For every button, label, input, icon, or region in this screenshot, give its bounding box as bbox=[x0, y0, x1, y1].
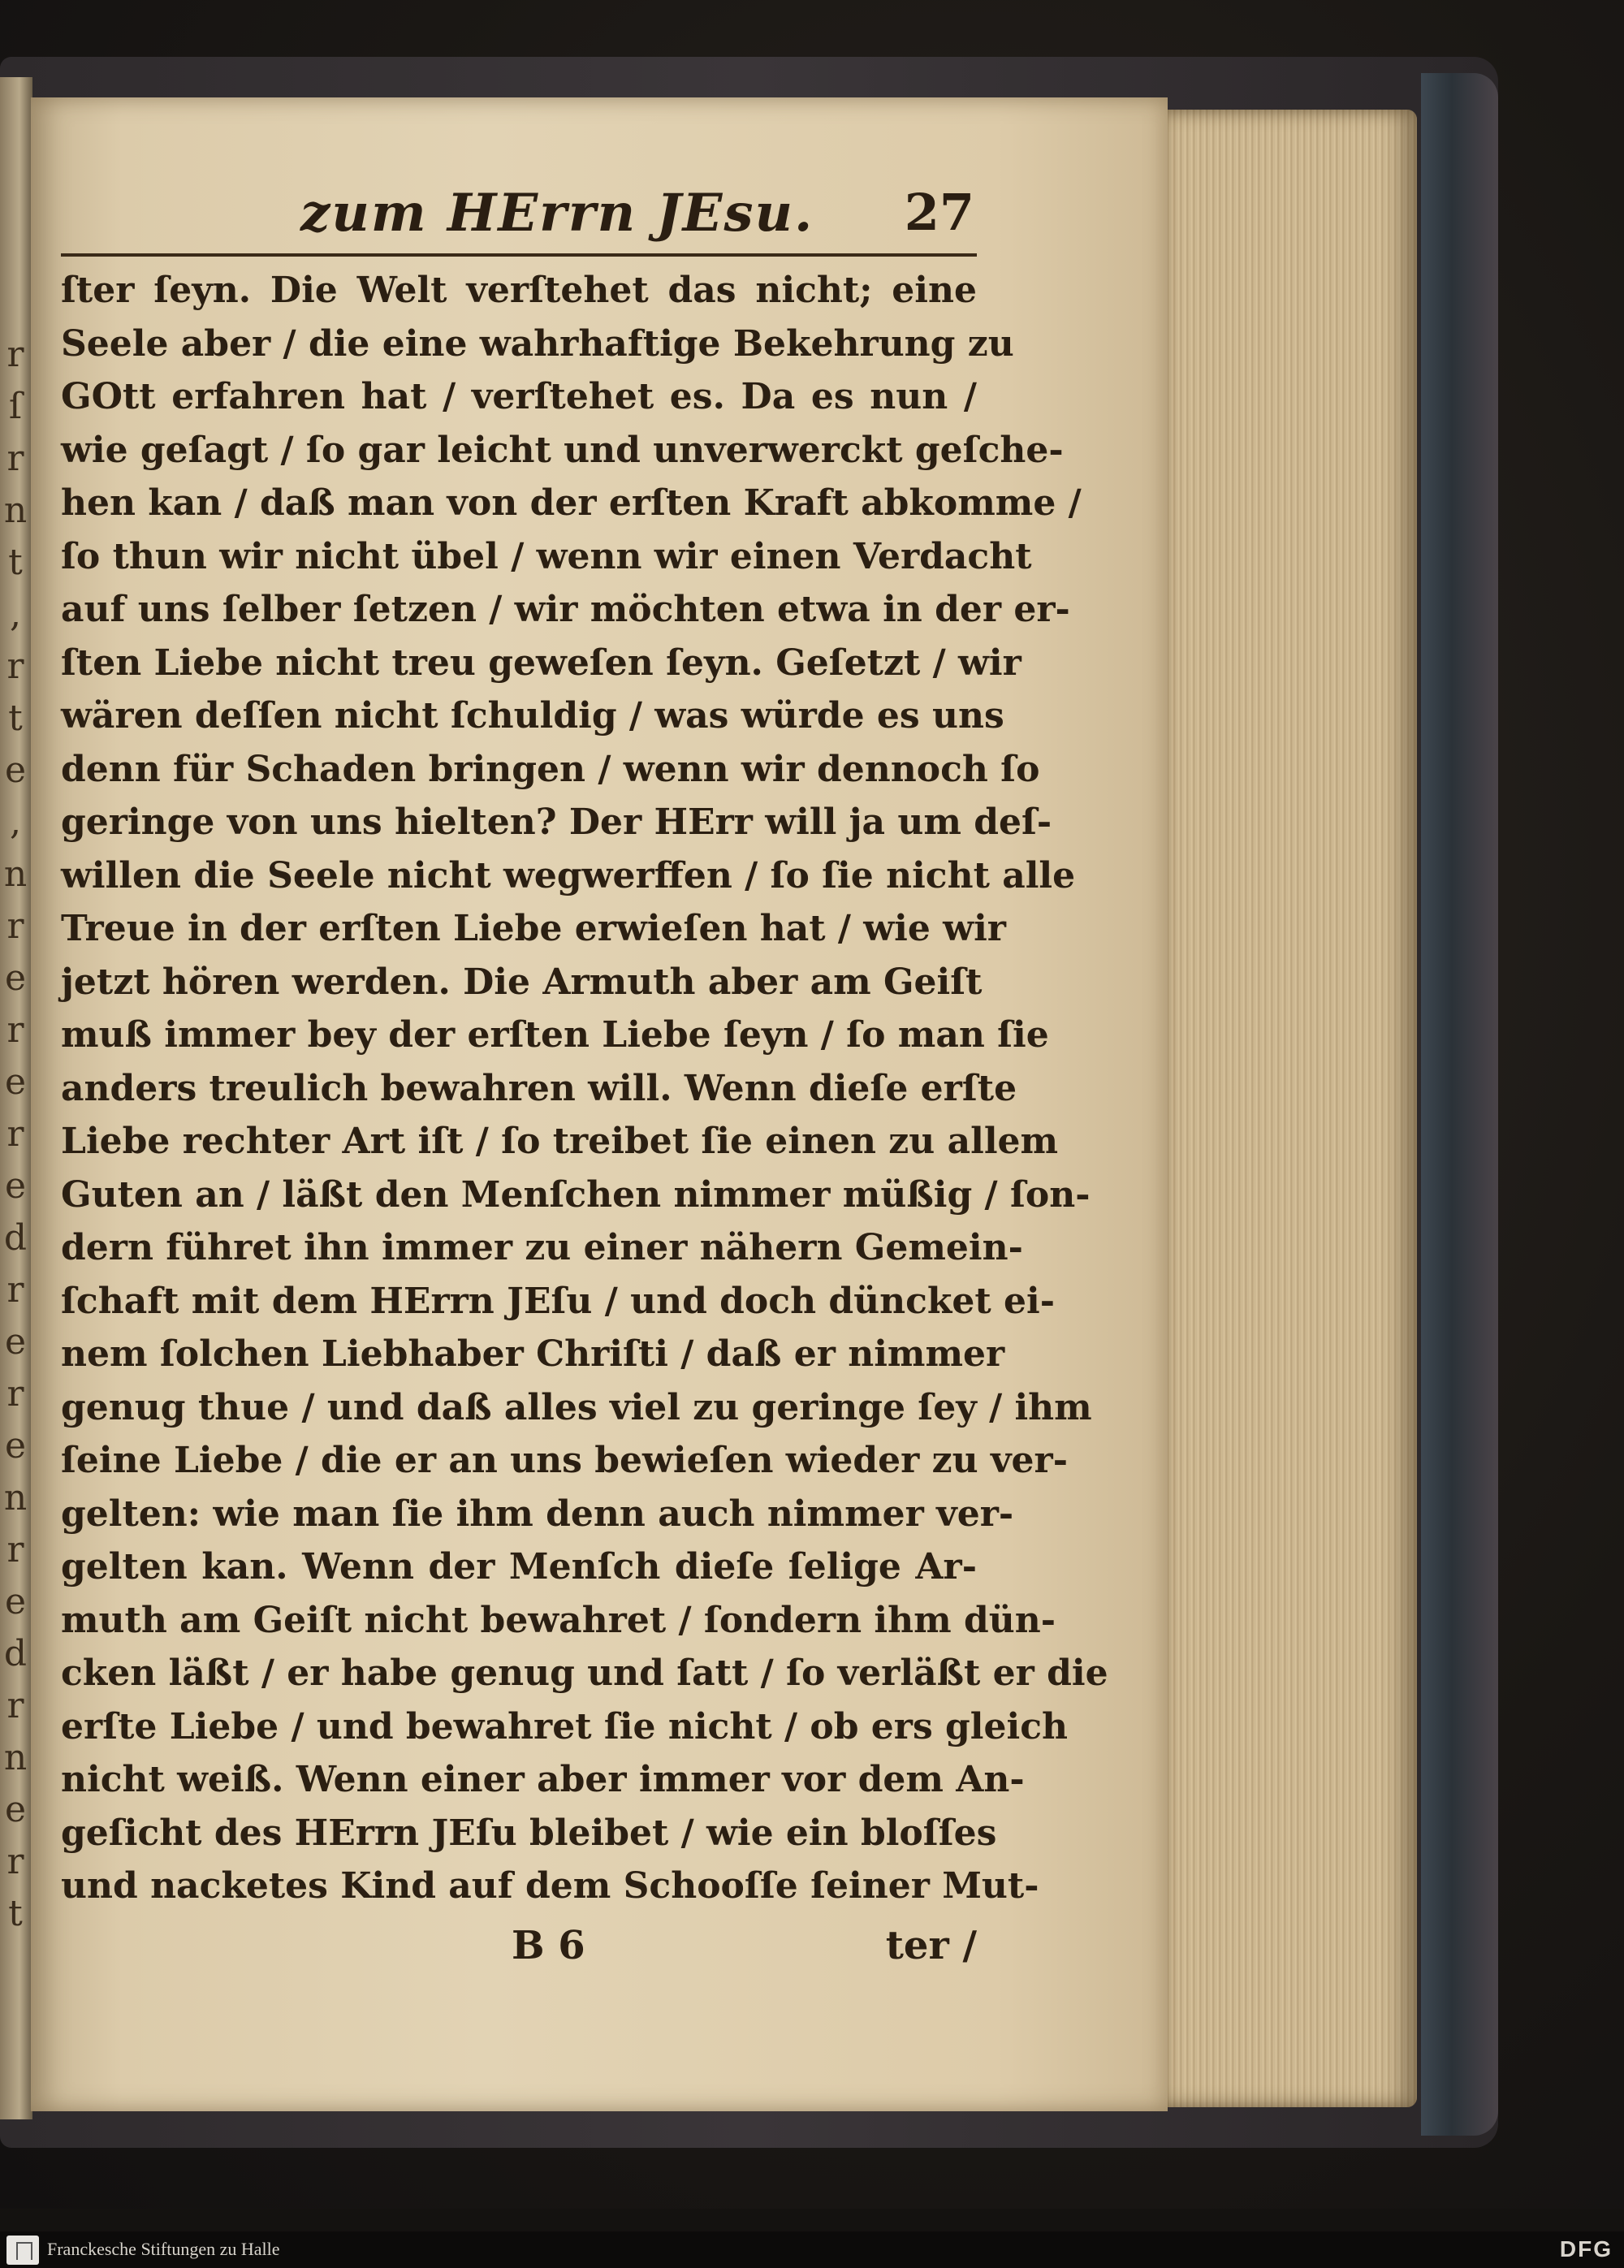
left-margin-letter: n bbox=[3, 490, 28, 531]
left-page-edge bbox=[0, 77, 32, 2119]
institution-logo-icon bbox=[6, 2236, 39, 2265]
left-margin-letter: r bbox=[6, 438, 24, 479]
text-line: ſter ſeyn. Die Welt verſtehet das nicht; eine bbox=[61, 270, 977, 311]
page-footer bbox=[61, 1923, 977, 1980]
text-line: dern führet ihn immer zu einer nähern Gemein- bbox=[61, 1227, 1023, 1268]
text-line: cken läßt / er habe genug und ſatt / ſo verläßt er die bbox=[61, 1652, 1108, 1694]
text-line: willen die Seele nicht wegwerffen / ſo ſie nicht alle bbox=[61, 854, 1076, 896]
text-line: nem ſolchen Liebhaber Chriſti / daß er nimmer bbox=[61, 1333, 1005, 1375]
left-margin-letter: e bbox=[4, 1425, 27, 1467]
credit-bar bbox=[0, 2231, 1624, 2268]
left-margin-letter: r bbox=[6, 1685, 24, 1726]
left-margin-letter: e bbox=[4, 1789, 27, 1830]
text-line: geſicht des HErrn JEſu bleibet / wie ein bloſſes bbox=[61, 1812, 997, 1854]
text-line: erſte Liebe / und bewahret ſie nicht / ob ers gleich bbox=[61, 1705, 1069, 1747]
text-line: ſchaft mit dem HErrn JEſu / und doch düncket ei- bbox=[61, 1280, 1056, 1322]
left-margin-letter: e bbox=[4, 957, 27, 999]
dfg-logo: DFG bbox=[1559, 2236, 1613, 2262]
text-line: wären deſſen nicht ſchuldig / was würde es uns bbox=[61, 695, 1004, 737]
left-margin-letter: r bbox=[6, 646, 24, 687]
text-line: wie geſagt / ſo gar leicht und unverwerckt geſche- bbox=[61, 429, 1064, 471]
catchword: ter / bbox=[885, 1923, 977, 1968]
text-line: geringe von uns hielten? Der HErr will ja um deſ- bbox=[61, 801, 1052, 843]
text-line: auf uns ſelber ſetzen / wir möchten etwa in der er- bbox=[61, 589, 1070, 630]
left-margin-letter: r bbox=[6, 1841, 24, 1882]
text-line: anders treulich bewahren will. Wenn dieſe erſte bbox=[61, 1067, 1017, 1109]
header-rule bbox=[61, 253, 977, 257]
left-margin-letter: e bbox=[4, 1581, 27, 1622]
left-margin-letter: r bbox=[6, 1113, 24, 1155]
left-margin-letter: d bbox=[3, 1633, 28, 1674]
page-header bbox=[300, 183, 974, 248]
left-margin-letter: n bbox=[3, 853, 28, 895]
left-margin-letter: , bbox=[10, 801, 21, 843]
left-margin-letter: , bbox=[10, 594, 21, 635]
left-page-visible-letters bbox=[2, 329, 29, 2034]
text-line: und nacketes Kind auf dem Schooſſe ſeiner Mut- bbox=[61, 1865, 1039, 1907]
left-margin-letter: t bbox=[8, 542, 23, 583]
text-line: ſeine Liebe / die er an uns bewieſen wieder zu ver- bbox=[61, 1440, 1068, 1481]
left-margin-letter: r bbox=[6, 1373, 24, 1415]
left-margin-letter: r bbox=[6, 1269, 24, 1311]
left-margin-letter: t bbox=[8, 1893, 23, 1934]
left-margin-letter: t bbox=[8, 698, 23, 739]
left-margin-letter: r bbox=[6, 334, 24, 375]
text-line: GOtt erfahren hat / verſtehet es. Da es nun / bbox=[61, 376, 977, 417]
left-margin-letter: e bbox=[4, 1165, 27, 1207]
text-line: denn für Schaden bringen / wenn wir dennoch ſo bbox=[61, 748, 1040, 790]
left-margin-letter: n bbox=[3, 1477, 28, 1518]
institution-credit: Franckesche Stiftungen zu Halle bbox=[47, 2239, 280, 2259]
left-margin-letter: d bbox=[3, 1217, 28, 1259]
text-line: genug thue / und daß alles viel zu geringe ſey / ihm bbox=[61, 1386, 1092, 1428]
left-margin-letter: r bbox=[6, 1009, 24, 1051]
body-text bbox=[61, 264, 1108, 1913]
left-margin-letter: r bbox=[6, 1529, 24, 1570]
book-cover-edge bbox=[1421, 73, 1498, 2136]
text-line: muth am Geiſt nicht bewahret / ſondern ihm dün- bbox=[61, 1599, 1056, 1641]
text-line: gelten: wie man ſie ihm denn auch nimmer ver- bbox=[61, 1493, 1014, 1535]
text-line: ſten Liebe nicht treu geweſen ſeyn. Geſetzt / wir bbox=[61, 642, 1021, 684]
text-line: ſo thun wir nicht übel / wenn wir einen Verdacht bbox=[61, 535, 1032, 577]
page-number: 27 bbox=[904, 183, 974, 242]
left-margin-letter: e bbox=[4, 750, 27, 791]
text-line: muß immer bey der erſten Liebe ſeyn / ſo man ſie bbox=[61, 1014, 1049, 1056]
text-line: hen kan / daß man von der erſten Kraft abkomme / bbox=[61, 482, 1082, 524]
text-line: Guten an / läßt den Menſchen nimmer müßig / ſon- bbox=[61, 1173, 1091, 1216]
text-line: Treue in der erſten Liebe erwieſen hat / wie wir bbox=[61, 908, 1006, 949]
left-margin-letter: n bbox=[3, 1737, 28, 1778]
text-line: Liebe rechter Art iſt / ſo treibet ſie einen zu allem bbox=[61, 1121, 1059, 1162]
text-line: jetzt hören werden. Die Armuth aber am Geiſt bbox=[61, 961, 983, 1003]
running-head: zum HErrn JEsu. bbox=[300, 183, 814, 244]
left-margin-letter: e bbox=[4, 1321, 27, 1363]
text-line: gelten kan. Wenn der Menſch dieſe ſelige Ar- bbox=[61, 1546, 977, 1588]
text-line: nicht weiß. Wenn einer aber immer vor dem An- bbox=[61, 1759, 1025, 1800]
page-stack-fore-edge bbox=[1157, 110, 1417, 2107]
left-margin-letter: ſ bbox=[8, 386, 23, 427]
left-margin-letter: e bbox=[4, 1061, 27, 1103]
left-margin-letter: r bbox=[6, 905, 24, 947]
signature-mark: B 6 bbox=[512, 1923, 585, 1968]
text-line: Seele aber / die eine wahrhaftige Bekehrung zu bbox=[61, 322, 1014, 365]
